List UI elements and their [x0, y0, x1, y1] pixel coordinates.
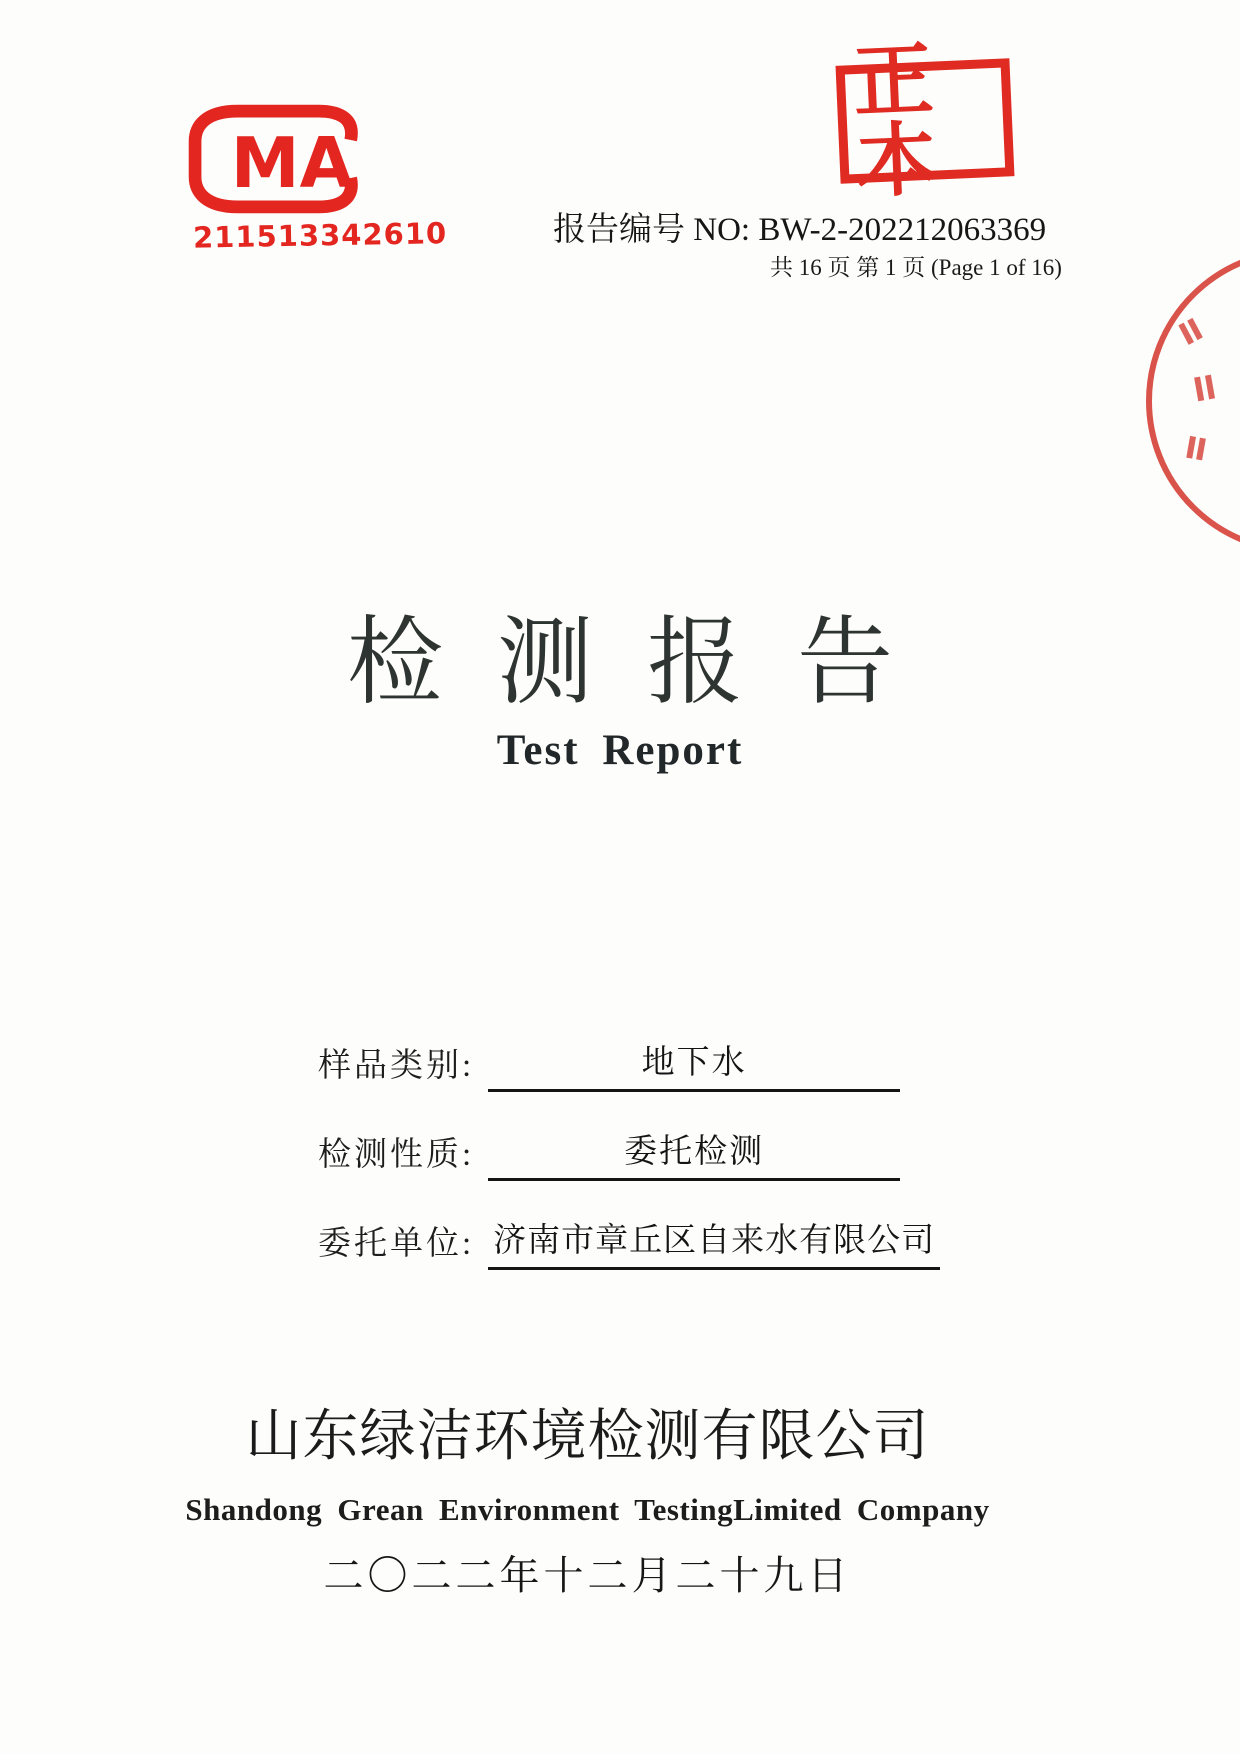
report-number-label: 报告编号 NO:: [553, 212, 751, 248]
form-row-test-nature: [318, 1125, 940, 1181]
page-title-en: Test Report: [496, 727, 744, 774]
test-nature-label: 检测性质:: [318, 1137, 475, 1173]
sample-category-value: 地下水: [488, 1036, 900, 1092]
original-copy-stamp: [836, 36, 1015, 208]
pagination-line: [770, 249, 1062, 282]
seal-character-mark: [1196, 438, 1206, 461]
cma-logo-icon: [187, 103, 383, 215]
svg-text:MA: MA: [230, 124, 354, 205]
form-row-sample-category: [318, 1036, 940, 1092]
footer: [0, 1392, 1175, 1601]
report-number-value: BW-2-202212063369: [758, 212, 1047, 248]
cover-form: [318, 1036, 940, 1303]
company-name-zh: 山东绿洁环境检测有限公司: [245, 1406, 930, 1468]
report-date: 二〇二二年十二月二十九日: [323, 1553, 852, 1598]
test-nature-value: 委托检测: [488, 1125, 900, 1181]
cma-certificate-number: 211513342610: [192, 216, 448, 255]
pagination-zh: 共 16 页 第 1 页: [770, 255, 926, 280]
report-number-line: [553, 203, 1046, 250]
seal-character-mark: [1187, 318, 1203, 340]
client-value: 济南市章丘区自来水有限公司: [488, 1214, 940, 1270]
original-copy-stamp-text: 正本: [851, 36, 947, 208]
pagination-en: (Page 1 of 16): [931, 255, 1062, 280]
company-name-en: Shandong Grean Environment TestingLimited Company: [185, 1492, 990, 1527]
sample-category-label: 样品类别:: [318, 1048, 475, 1084]
edge-company-seal: [1146, 248, 1240, 554]
cma-accreditation-logo: [187, 103, 448, 255]
client-label: 委托单位:: [318, 1226, 475, 1262]
page-title-zh: 检测报告: [347, 609, 947, 716]
seal-character-mark: [1205, 375, 1215, 400]
form-row-client: [318, 1214, 940, 1270]
